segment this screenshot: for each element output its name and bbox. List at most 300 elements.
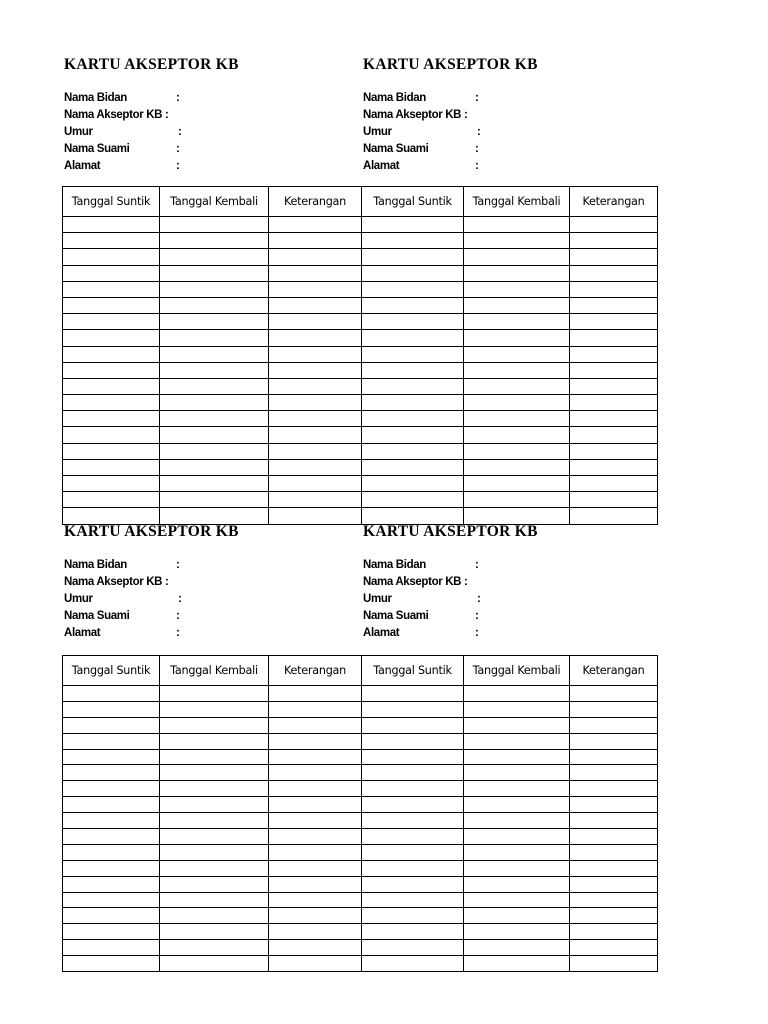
table-cell[interactable] (464, 829, 570, 845)
table-cell[interactable] (362, 686, 464, 702)
table-cell[interactable] (570, 797, 658, 813)
table-cell[interactable] (464, 378, 570, 394)
table-row (63, 217, 658, 233)
table-cell[interactable] (269, 346, 362, 362)
table-cell[interactable] (464, 781, 570, 797)
table-cell[interactable] (269, 281, 362, 297)
table-cell[interactable] (63, 876, 160, 892)
table-cell[interactable] (63, 749, 160, 765)
table-cell[interactable] (464, 876, 570, 892)
table-cell[interactable] (362, 476, 464, 492)
table-cell[interactable] (63, 813, 160, 829)
table-cell[interactable] (160, 508, 269, 524)
field-label: Umur (64, 593, 93, 605)
table-cell[interactable] (464, 217, 570, 233)
column-header: Tanggal Suntik (63, 656, 160, 686)
table-cell[interactable] (269, 749, 362, 765)
table-cell[interactable] (160, 813, 269, 829)
table-cell[interactable] (63, 395, 160, 411)
table-cell[interactable] (464, 411, 570, 427)
table-cell[interactable] (464, 717, 570, 733)
table-cell[interactable] (160, 395, 269, 411)
table-cell[interactable] (269, 924, 362, 940)
table-cell[interactable] (63, 781, 160, 797)
table-cell[interactable] (160, 765, 269, 781)
field-label: Nama Akseptor KB : (64, 109, 169, 121)
table-cell[interactable] (570, 717, 658, 733)
table-cell[interactable] (63, 908, 160, 924)
table-cell[interactable] (464, 940, 570, 956)
table-cell[interactable] (362, 492, 464, 508)
table-cell[interactable] (570, 395, 658, 411)
table-cell[interactable] (269, 330, 362, 346)
table-cell[interactable] (63, 459, 160, 475)
table-cell[interactable] (362, 314, 464, 330)
table-cell[interactable] (63, 281, 160, 297)
field-label: Nama Bidan (64, 559, 127, 571)
table-cell[interactable] (464, 427, 570, 443)
table-cell[interactable] (362, 427, 464, 443)
table-cell[interactable] (570, 956, 658, 972)
table-row (63, 860, 658, 876)
table-row (63, 476, 658, 492)
table-cell[interactable] (362, 717, 464, 733)
table-cell[interactable] (570, 813, 658, 829)
table-cell[interactable] (269, 314, 362, 330)
column-header: Keterangan (570, 656, 658, 686)
table-cell[interactable] (464, 346, 570, 362)
field-label: Nama Suami (64, 610, 130, 622)
table-cell[interactable] (362, 908, 464, 924)
table-cell[interactable] (362, 281, 464, 297)
table-cell[interactable] (464, 924, 570, 940)
field-colon: : (475, 92, 479, 104)
injection-schedule-table (62, 186, 658, 525)
table-cell[interactable] (63, 427, 160, 443)
table-cell[interactable] (464, 508, 570, 524)
table-cell[interactable] (269, 265, 362, 281)
table-cell[interactable] (464, 314, 570, 330)
table-cell[interactable] (570, 362, 658, 378)
table-cell[interactable] (464, 395, 570, 411)
table-cell[interactable] (464, 443, 570, 459)
table-cell[interactable] (362, 378, 464, 394)
table-cell[interactable] (160, 362, 269, 378)
table-cell[interactable] (362, 956, 464, 972)
field-colon: : (475, 559, 479, 571)
table-row (63, 411, 658, 427)
table-cell[interactable] (570, 892, 658, 908)
table-cell[interactable] (63, 860, 160, 876)
table-cell[interactable] (269, 476, 362, 492)
table-cell[interactable] (464, 908, 570, 924)
table-row (63, 427, 658, 443)
card-title: KARTU AKSEPTOR KB (64, 56, 239, 73)
field-colon: : (475, 143, 479, 155)
table-row (63, 265, 658, 281)
table-cell[interactable] (570, 508, 658, 524)
table-cell[interactable] (269, 686, 362, 702)
table-cell[interactable] (269, 362, 362, 378)
table-cell[interactable] (160, 411, 269, 427)
field-colon: : (178, 126, 182, 138)
table-row (63, 876, 658, 892)
table-cell[interactable] (464, 330, 570, 346)
table-cell[interactable] (362, 781, 464, 797)
field-colon: : (178, 593, 182, 605)
field-colon: : (475, 160, 479, 172)
table-cell[interactable] (63, 924, 160, 940)
table-cell[interactable] (464, 476, 570, 492)
table-row (63, 459, 658, 475)
table-row (63, 844, 658, 860)
table-row (63, 701, 658, 717)
card-title: KARTU AKSEPTOR KB (363, 523, 538, 540)
table-cell[interactable] (269, 860, 362, 876)
table-cell[interactable] (269, 797, 362, 813)
table-cell[interactable] (269, 781, 362, 797)
table-cell[interactable] (464, 459, 570, 475)
table-cell[interactable] (63, 492, 160, 508)
table-cell[interactable] (269, 378, 362, 394)
table-cell[interactable] (464, 892, 570, 908)
table-cell[interactable] (362, 860, 464, 876)
table-cell[interactable] (570, 314, 658, 330)
table-cell[interactable] (362, 395, 464, 411)
table-row (63, 892, 658, 908)
table-cell[interactable] (464, 265, 570, 281)
table-cell[interactable] (570, 443, 658, 459)
table-cell[interactable] (269, 717, 362, 733)
column-header: Keterangan (269, 656, 362, 686)
table-row (63, 492, 658, 508)
table-cell[interactable] (362, 362, 464, 378)
table-cell[interactable] (160, 459, 269, 475)
table-cell[interactable] (269, 411, 362, 427)
table-cell[interactable] (570, 876, 658, 892)
table-cell[interactable] (269, 813, 362, 829)
table-cell[interactable] (63, 217, 160, 233)
field-colon: : (176, 610, 180, 622)
table-cell[interactable] (362, 940, 464, 956)
table-cell[interactable] (570, 330, 658, 346)
table-cell[interactable] (63, 297, 160, 313)
table-cell[interactable] (464, 362, 570, 378)
table-cell[interactable] (362, 924, 464, 940)
table-cell[interactable] (362, 797, 464, 813)
table-row (63, 829, 658, 845)
column-header: Keterangan (570, 187, 658, 217)
table-cell[interactable] (362, 765, 464, 781)
table-cell[interactable] (362, 892, 464, 908)
table-cell[interactable] (464, 749, 570, 765)
table-cell[interactable] (160, 314, 269, 330)
card-title: KARTU AKSEPTOR KB (363, 56, 538, 73)
table-cell[interactable] (63, 314, 160, 330)
table-row (63, 330, 658, 346)
table-cell[interactable] (464, 297, 570, 313)
table-cell[interactable] (464, 233, 570, 249)
table-cell[interactable] (160, 330, 269, 346)
field-label: Nama Akseptor KB : (64, 576, 169, 588)
field-label: Alamat (363, 627, 400, 639)
table-cell[interactable] (160, 892, 269, 908)
table-cell[interactable] (269, 217, 362, 233)
table-cell[interactable] (362, 443, 464, 459)
table-row (63, 314, 658, 330)
table-cell[interactable] (160, 249, 269, 265)
table-cell[interactable] (63, 892, 160, 908)
table-cell[interactable] (160, 749, 269, 765)
table-cell[interactable] (63, 765, 160, 781)
table-cell[interactable] (269, 297, 362, 313)
table-cell[interactable] (269, 395, 362, 411)
field-label: Nama Suami (64, 143, 130, 155)
column-header: Tanggal Suntik (362, 187, 464, 217)
table-cell[interactable] (464, 281, 570, 297)
table-cell[interactable] (160, 940, 269, 956)
table-cell[interactable] (464, 701, 570, 717)
table-row (63, 346, 658, 362)
table-cell[interactable] (63, 956, 160, 972)
table-cell[interactable] (362, 459, 464, 475)
table-cell[interactable] (362, 265, 464, 281)
field-label: Alamat (64, 160, 101, 172)
table-cell[interactable] (570, 476, 658, 492)
table-row (63, 940, 658, 956)
table-cell[interactable] (160, 346, 269, 362)
table-cell[interactable] (362, 411, 464, 427)
table-cell[interactable] (160, 427, 269, 443)
table-cell[interactable] (464, 686, 570, 702)
table-cell[interactable] (269, 443, 362, 459)
table-cell[interactable] (362, 217, 464, 233)
table-cell[interactable] (160, 492, 269, 508)
table-cell[interactable] (570, 411, 658, 427)
table-cell[interactable] (160, 233, 269, 249)
table-cell[interactable] (570, 217, 658, 233)
field-colon: : (475, 610, 479, 622)
table-cell[interactable] (362, 813, 464, 829)
table-cell[interactable] (160, 844, 269, 860)
table-row (63, 733, 658, 749)
table-row (63, 395, 658, 411)
table-header-row (63, 656, 658, 686)
table-cell[interactable] (570, 378, 658, 394)
table-cell[interactable] (570, 346, 658, 362)
table-cell[interactable] (160, 378, 269, 394)
field-label: Alamat (64, 627, 101, 639)
table-cell[interactable] (160, 686, 269, 702)
table-row (63, 781, 658, 797)
table-cell[interactable] (570, 459, 658, 475)
table-row (63, 508, 658, 524)
table-cell[interactable] (570, 940, 658, 956)
table-cell[interactable] (63, 362, 160, 378)
table-cell[interactable] (269, 876, 362, 892)
table-cell[interactable] (63, 233, 160, 249)
table-cell[interactable] (570, 765, 658, 781)
table-cell[interactable] (63, 411, 160, 427)
table-cell[interactable] (269, 233, 362, 249)
field-label: Nama Bidan (64, 92, 127, 104)
column-header: Tanggal Kembali (464, 656, 570, 686)
field-colon: : (477, 593, 481, 605)
table-cell[interactable] (464, 844, 570, 860)
table-cell[interactable] (570, 265, 658, 281)
card-title: KARTU AKSEPTOR KB (64, 523, 239, 540)
table-cell[interactable] (160, 829, 269, 845)
field-label: Nama Bidan (363, 92, 426, 104)
table-cell[interactable] (570, 701, 658, 717)
table-cell[interactable] (160, 908, 269, 924)
table-cell[interactable] (63, 378, 160, 394)
table-cell[interactable] (269, 892, 362, 908)
table-cell[interactable] (570, 829, 658, 845)
field-colon: : (176, 92, 180, 104)
table-cell[interactable] (570, 733, 658, 749)
table-cell[interactable] (63, 508, 160, 524)
table-cell[interactable] (160, 924, 269, 940)
table-cell[interactable] (63, 686, 160, 702)
table-cell[interactable] (160, 733, 269, 749)
column-header: Tanggal Kembali (160, 656, 269, 686)
table-cell[interactable] (63, 733, 160, 749)
table-cell[interactable] (160, 876, 269, 892)
table-cell[interactable] (269, 508, 362, 524)
table-cell[interactable] (362, 749, 464, 765)
table-row (63, 749, 658, 765)
table-cell[interactable] (160, 781, 269, 797)
table-cell[interactable] (362, 233, 464, 249)
table-cell[interactable] (63, 330, 160, 346)
table-row (63, 924, 658, 940)
table-cell[interactable] (269, 492, 362, 508)
table-cell[interactable] (362, 249, 464, 265)
field-label: Alamat (363, 160, 400, 172)
table-cell[interactable] (464, 492, 570, 508)
table-cell[interactable] (464, 797, 570, 813)
table-cell[interactable] (160, 281, 269, 297)
table-cell[interactable] (160, 797, 269, 813)
table-cell[interactable] (362, 876, 464, 892)
table-cell[interactable] (63, 346, 160, 362)
field-label: Nama Akseptor KB : (363, 109, 468, 121)
table-cell[interactable] (269, 701, 362, 717)
field-colon: : (475, 627, 479, 639)
table-cell[interactable] (63, 265, 160, 281)
table-row (63, 813, 658, 829)
table-row (63, 297, 658, 313)
table-cell[interactable] (269, 829, 362, 845)
table-cell[interactable] (269, 844, 362, 860)
table-cell[interactable] (269, 956, 362, 972)
table-cell[interactable] (362, 701, 464, 717)
table-cell[interactable] (362, 330, 464, 346)
table-cell[interactable] (269, 249, 362, 265)
column-header: Keterangan (269, 187, 362, 217)
table-cell[interactable] (464, 733, 570, 749)
table-cell[interactable] (269, 733, 362, 749)
table-row (63, 765, 658, 781)
table-cell[interactable] (160, 217, 269, 233)
table-row (63, 378, 658, 394)
table-cell[interactable] (160, 717, 269, 733)
table-cell[interactable] (570, 492, 658, 508)
table-cell[interactable] (570, 281, 658, 297)
table-cell[interactable] (160, 297, 269, 313)
table-cell[interactable] (570, 686, 658, 702)
table-cell[interactable] (160, 860, 269, 876)
table-cell[interactable] (362, 508, 464, 524)
table-cell[interactable] (570, 427, 658, 443)
table-cell[interactable] (464, 249, 570, 265)
table-cell[interactable] (570, 908, 658, 924)
table-cell[interactable] (63, 829, 160, 845)
table-cell[interactable] (160, 265, 269, 281)
table-cell[interactable] (160, 476, 269, 492)
field-label: Nama Suami (363, 610, 429, 622)
table-cell[interactable] (269, 765, 362, 781)
table-cell[interactable] (570, 297, 658, 313)
table-cell[interactable] (269, 427, 362, 443)
table-cell[interactable] (570, 749, 658, 765)
field-label: Umur (363, 593, 392, 605)
table-cell[interactable] (570, 860, 658, 876)
table-cell[interactable] (570, 249, 658, 265)
column-header: Tanggal Kembali (160, 187, 269, 217)
table-row (63, 233, 658, 249)
table-cell[interactable] (63, 443, 160, 459)
field-label: Nama Bidan (363, 559, 426, 571)
table-cell[interactable] (269, 459, 362, 475)
table-cell[interactable] (464, 813, 570, 829)
table-cell[interactable] (464, 860, 570, 876)
field-colon: : (477, 126, 481, 138)
table-row (63, 249, 658, 265)
table-cell[interactable] (160, 956, 269, 972)
table-cell[interactable] (570, 781, 658, 797)
field-colon: : (176, 627, 180, 639)
table-cell[interactable] (63, 249, 160, 265)
table-cell[interactable] (63, 717, 160, 733)
table-cell[interactable] (63, 701, 160, 717)
table-header-row (63, 187, 658, 217)
table-cell[interactable] (63, 476, 160, 492)
table-cell[interactable] (362, 297, 464, 313)
table-cell[interactable] (160, 443, 269, 459)
table-cell[interactable] (63, 844, 160, 860)
table-cell[interactable] (570, 233, 658, 249)
table-cell[interactable] (269, 908, 362, 924)
table-row (63, 717, 658, 733)
table-cell[interactable] (570, 844, 658, 860)
table-cell[interactable] (464, 765, 570, 781)
table-cell[interactable] (362, 829, 464, 845)
field-colon: : (176, 160, 180, 172)
table-cell[interactable] (464, 956, 570, 972)
table-cell[interactable] (362, 346, 464, 362)
table-cell[interactable] (63, 940, 160, 956)
table-cell[interactable] (63, 797, 160, 813)
table-cell[interactable] (160, 701, 269, 717)
table-cell[interactable] (269, 940, 362, 956)
table-cell[interactable] (362, 733, 464, 749)
table-cell[interactable] (362, 844, 464, 860)
field-label: Nama Akseptor KB : (363, 576, 468, 588)
table-cell[interactable] (570, 924, 658, 940)
table-row (63, 797, 658, 813)
